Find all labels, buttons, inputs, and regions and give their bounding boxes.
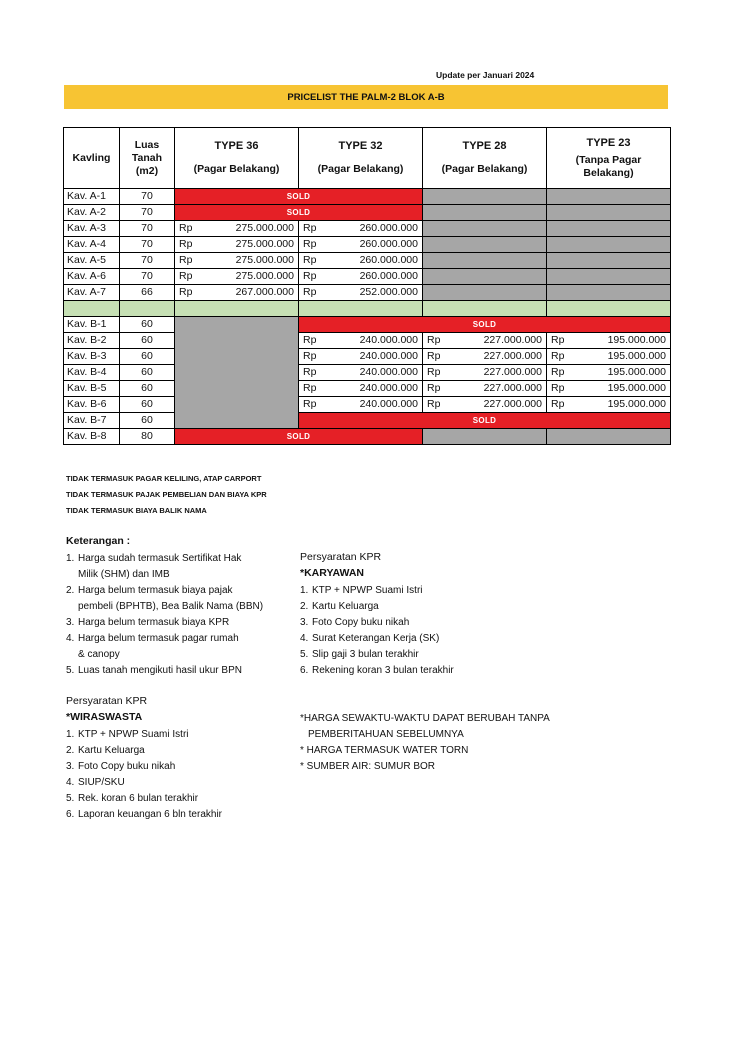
price-value: 260.000.000 — [359, 238, 418, 250]
price-value: 227.000.000 — [483, 334, 542, 346]
header-type23 — [547, 128, 671, 189]
price-value: 275.000.000 — [235, 254, 294, 266]
list-item — [66, 807, 222, 823]
header-type32-title: TYPE 32 — [338, 140, 383, 152]
price-value: 240.000.000 — [359, 334, 418, 346]
separator-cell — [547, 301, 671, 317]
price-value: 195.000.000 — [607, 398, 666, 410]
kavling-cell: Kav. B-2 — [64, 333, 120, 349]
price-value: 240.000.000 — [359, 366, 418, 378]
price-cell-type36 — [175, 269, 299, 285]
price-value: 195.000.000 — [607, 350, 666, 362]
sold-cell: SOLD — [175, 189, 423, 205]
price-value: 275.000.000 — [235, 270, 294, 282]
header-luas: Luas Tanah (m2) — [120, 128, 175, 189]
list-number: 6. — [66, 809, 75, 820]
header-type28-title: TYPE 28 — [462, 140, 507, 152]
list-item — [66, 583, 263, 599]
currency-label: Rp — [303, 254, 317, 266]
list-text: Laporan keuangan 6 bln terakhir — [78, 809, 222, 820]
list-number: 3. — [66, 761, 75, 772]
table-row — [64, 221, 671, 237]
kavling-cell: Kav. A-3 — [64, 221, 120, 237]
unavailable-cell — [423, 253, 547, 269]
remark-item: PEMBERITAHUAN SEBELUMNYA — [308, 729, 464, 740]
list-number: 3. — [66, 617, 75, 628]
luas-cell: 70 — [120, 269, 175, 285]
luas-cell: 60 — [120, 381, 175, 397]
price-cell-type23 — [547, 349, 671, 365]
list-text: Luas tanah mengikuti hasil ukur BPN — [78, 665, 242, 676]
list-item — [66, 647, 263, 663]
header-type23-sub: (Tanpa Pagar Belakang) — [575, 153, 642, 179]
unavailable-cell — [423, 269, 547, 285]
price-cell-type28 — [423, 397, 547, 413]
list-item — [300, 631, 454, 647]
luas-cell: 70 — [120, 205, 175, 221]
header-type28-sub: (Pagar Belakang) — [441, 163, 528, 175]
price-value: 260.000.000 — [359, 254, 418, 266]
list-text: Harga belum termasuk pagar rumah — [78, 633, 239, 644]
list-number: 2. — [66, 745, 75, 756]
list-number: 2. — [300, 601, 309, 612]
luas-cell: 66 — [120, 285, 175, 301]
list-number: 5. — [300, 649, 309, 660]
luas-cell: 70 — [120, 221, 175, 237]
list-text: Rek. koran 6 bulan terakhir — [78, 793, 199, 804]
separator-cell — [423, 301, 547, 317]
currency-label: Rp — [179, 286, 193, 298]
price-cell-type32 — [299, 381, 423, 397]
table-row — [64, 237, 671, 253]
kavling-cell: Kav. A-4 — [64, 237, 120, 253]
unavailable-cell — [423, 237, 547, 253]
unavailable-cell — [547, 221, 671, 237]
separator-cell — [120, 301, 175, 317]
list-number: 5. — [66, 665, 75, 676]
price-cell-type28 — [423, 365, 547, 381]
unavailable-cell — [547, 205, 671, 221]
price-value: 275.000.000 — [235, 222, 294, 234]
list-item — [300, 663, 454, 679]
list-item — [66, 727, 222, 743]
list-item — [300, 599, 454, 615]
list-number: 1. — [66, 553, 75, 564]
price-value: 227.000.000 — [483, 366, 542, 378]
currency-label: Rp — [551, 334, 565, 346]
price-value: 227.000.000 — [483, 350, 542, 362]
currency-label: Rp — [303, 350, 317, 362]
luas-cell: 70 — [120, 253, 175, 269]
unavailable-cell — [547, 253, 671, 269]
price-value: 275.000.000 — [235, 238, 294, 250]
list-text: Harga belum termasuk biaya pajak — [78, 585, 233, 596]
update-date: Update per Januari 2024 — [436, 70, 535, 80]
luas-cell: 60 — [120, 317, 175, 333]
kpr-wiraswasta-title: Persyaratan KPR — [66, 695, 148, 707]
kavling-cell: Kav. B-7 — [64, 413, 120, 429]
currency-label: Rp — [427, 398, 441, 410]
keterangan-list — [66, 551, 263, 679]
header-kavling: Kavling — [64, 128, 120, 189]
price-cell-type36 — [175, 285, 299, 301]
kavling-cell: Kav. B-8 — [64, 429, 120, 445]
list-number: 6. — [300, 665, 309, 676]
luas-cell: 80 — [120, 429, 175, 445]
list-item — [66, 663, 263, 679]
keterangan-title: Keterangan : — [66, 535, 131, 547]
price-cell-type36 — [175, 253, 299, 269]
price-cell-type32 — [299, 269, 423, 285]
unavailable-cell — [547, 189, 671, 205]
list-number: 1. — [300, 585, 309, 596]
kpr-karyawan-title: Persyaratan KPR — [300, 551, 382, 563]
list-text: KTP + NPWP Suami Istri — [78, 729, 189, 740]
table-row — [64, 269, 671, 285]
price-cell-type28 — [423, 333, 547, 349]
unavailable-cell — [547, 269, 671, 285]
header-type23-title: TYPE 23 — [586, 136, 631, 149]
price-cell-type28 — [423, 349, 547, 365]
kavling-cell: Kav. B-6 — [64, 397, 120, 413]
table-row — [64, 205, 671, 221]
price-cell-type32 — [299, 253, 423, 269]
list-item — [66, 631, 263, 647]
luas-cell: 60 — [120, 365, 175, 381]
table-row — [64, 413, 671, 429]
unavailable-cell — [423, 429, 547, 445]
sold-cell: SOLD — [299, 317, 671, 333]
price-cell-type23 — [547, 381, 671, 397]
list-text: pembeli (BPHTB), Bea Balik Nama (BBN) — [78, 601, 264, 612]
list-item — [66, 743, 222, 759]
price-value: 267.000.000 — [235, 286, 294, 298]
table-row — [64, 317, 671, 333]
price-cell-type32 — [299, 365, 423, 381]
price-cell-type36 — [175, 237, 299, 253]
luas-cell: 60 — [120, 397, 175, 413]
sold-cell: SOLD — [175, 205, 423, 221]
list-text: Harga sudah termasuk Sertifikat Hak — [78, 553, 242, 564]
list-text: Foto Copy buku nikah — [78, 761, 176, 772]
remark-item: * SUMBER AIR: SUMUR BOR — [300, 761, 436, 772]
price-value: 240.000.000 — [359, 398, 418, 410]
currency-label: Rp — [303, 366, 317, 378]
note-excludes-fence: TIDAK TERMASUK PAGAR KELILING, ATAP CARPORT — [66, 474, 262, 483]
table-row — [64, 381, 671, 397]
unavailable-cell — [547, 429, 671, 445]
currency-label: Rp — [427, 366, 441, 378]
table-row — [64, 333, 671, 349]
header-type36-title: TYPE 36 — [214, 140, 259, 152]
luas-cell: 70 — [120, 237, 175, 253]
list-item — [66, 775, 222, 791]
sold-cell: SOLD — [299, 413, 671, 429]
currency-label: Rp — [179, 222, 193, 234]
price-value: 260.000.000 — [359, 222, 418, 234]
price-cell-type23 — [547, 333, 671, 349]
remarks-list — [300, 711, 550, 775]
currency-label: Rp — [303, 222, 317, 234]
kavling-cell: Kav. A-6 — [64, 269, 120, 285]
price-cell-type32 — [299, 349, 423, 365]
list-item — [66, 567, 263, 583]
unavailable-cell — [423, 285, 547, 301]
luas-cell: 60 — [120, 333, 175, 349]
list-item — [66, 615, 263, 631]
table-row — [64, 189, 671, 205]
header-type36-sub: (Pagar Belakang) — [193, 163, 280, 175]
currency-label: Rp — [303, 270, 317, 282]
list-item — [300, 647, 454, 663]
list-text: Kartu Keluarga — [78, 745, 145, 756]
kavling-cell: Kav. B-5 — [64, 381, 120, 397]
currency-label: Rp — [427, 350, 441, 362]
block-separator-row — [64, 301, 671, 317]
kpr-karyawan-list — [300, 583, 454, 679]
price-table — [63, 127, 671, 445]
list-number: 4. — [300, 633, 309, 644]
currency-label: Rp — [551, 398, 565, 410]
price-cell-type32 — [299, 221, 423, 237]
list-text: KTP + NPWP Suami Istri — [312, 585, 423, 596]
list-item — [66, 759, 222, 775]
header-type36 — [175, 128, 299, 189]
kavling-cell: Kav. A-2 — [64, 205, 120, 221]
price-cell-type32 — [299, 397, 423, 413]
list-item — [300, 615, 454, 631]
luas-cell: 60 — [120, 413, 175, 429]
header-type28 — [423, 128, 547, 189]
table-row — [64, 397, 671, 413]
luas-cell: 60 — [120, 349, 175, 365]
currency-label: Rp — [303, 286, 317, 298]
currency-label: Rp — [179, 238, 193, 250]
unavailable-cell — [547, 285, 671, 301]
list-item — [66, 791, 222, 807]
unavailable-cell — [423, 221, 547, 237]
currency-label: Rp — [179, 254, 193, 266]
kpr-wiraswasta-subtitle: *WIRASWASTA — [66, 711, 143, 723]
price-value: 240.000.000 — [359, 382, 418, 394]
price-value: 260.000.000 — [359, 270, 418, 282]
unavailable-cell — [423, 205, 547, 221]
note-excludes-tax: TIDAK TERMASUK PAJAK PEMBELIAN DAN BIAYA KPR — [66, 490, 267, 499]
unavailable-cell — [423, 189, 547, 205]
unavailable-cell — [547, 237, 671, 253]
remark-item: * HARGA TERMASUK WATER TORN — [300, 745, 469, 756]
list-text: Rekening koran 3 bulan terakhir — [312, 665, 454, 676]
header-type32 — [299, 128, 423, 189]
price-cell-type32 — [299, 237, 423, 253]
currency-label: Rp — [551, 350, 565, 362]
kavling-cell: Kav. A-7 — [64, 285, 120, 301]
list-number: 4. — [66, 777, 75, 788]
note-excludes-bbn: TIDAK TERMASUK BIAYA BALIK NAMA — [66, 506, 207, 515]
price-cell-type23 — [547, 397, 671, 413]
currency-label: Rp — [179, 270, 193, 282]
pricelist-title-text: PRICELIST THE PALM-2 BLOK A-B — [287, 91, 445, 103]
currency-label: Rp — [551, 382, 565, 394]
price-value: 252.000.000 — [359, 286, 418, 298]
list-number: 5. — [66, 793, 75, 804]
currency-label: Rp — [427, 382, 441, 394]
list-item — [66, 599, 263, 615]
kavling-cell: Kav. A-5 — [64, 253, 120, 269]
list-item — [300, 583, 454, 599]
luas-cell: 70 — [120, 189, 175, 205]
kpr-wiraswasta-list — [66, 727, 222, 823]
kavling-cell: Kav. B-4 — [64, 365, 120, 381]
price-cell-type23 — [547, 365, 671, 381]
kavling-cell: Kav. B-3 — [64, 349, 120, 365]
price-value: 195.000.000 — [607, 334, 666, 346]
price-cell-type36 — [175, 221, 299, 237]
table-row — [64, 365, 671, 381]
list-number: 2. — [66, 585, 75, 596]
price-cell-type32 — [299, 333, 423, 349]
sold-cell: SOLD — [175, 429, 423, 445]
list-text: Harga belum termasuk biaya KPR — [78, 617, 230, 628]
list-text: Slip gaji 3 bulan terakhir — [312, 649, 419, 660]
list-text: SIUP/SKU — [78, 777, 125, 788]
currency-label: Rp — [427, 334, 441, 346]
currency-label: Rp — [303, 398, 317, 410]
kavling-cell: Kav. A-1 — [64, 189, 120, 205]
list-text: Milik (SHM) dan IMB — [78, 569, 170, 580]
price-value: 195.000.000 — [607, 366, 666, 378]
list-number: 1. — [66, 729, 75, 740]
separator-cell — [64, 301, 120, 317]
separator-cell — [299, 301, 423, 317]
price-value: 227.000.000 — [483, 398, 542, 410]
price-value: 227.000.000 — [483, 382, 542, 394]
kpr-karyawan-subtitle: *KARYAWAN — [300, 567, 364, 579]
price-cell-type28 — [423, 381, 547, 397]
kavling-cell: Kav. B-1 — [64, 317, 120, 333]
list-text: & canopy — [78, 649, 120, 660]
header-type32-sub: (Pagar Belakang) — [317, 163, 404, 175]
currency-label: Rp — [551, 366, 565, 378]
table-row — [64, 429, 671, 445]
list-number: 4. — [66, 633, 75, 644]
pricelist-title — [64, 85, 668, 109]
list-text: Kartu Keluarga — [312, 601, 379, 612]
list-item — [66, 551, 263, 567]
currency-label: Rp — [303, 382, 317, 394]
table-row — [64, 285, 671, 301]
table-row — [64, 349, 671, 365]
currency-label: Rp — [303, 334, 317, 346]
separator-cell — [175, 301, 299, 317]
table-header-row — [64, 128, 671, 189]
currency-label: Rp — [303, 238, 317, 250]
unavailable-cell — [175, 317, 299, 429]
price-value: 195.000.000 — [607, 382, 666, 394]
table-row — [64, 253, 671, 269]
list-text: Foto Copy buku nikah — [312, 617, 410, 628]
remark-item: *HARGA SEWAKTU-WAKTU DAPAT BERUBAH TANPA — [300, 713, 550, 724]
list-text: Surat Keterangan Kerja (SK) — [312, 633, 440, 644]
list-number: 3. — [300, 617, 309, 628]
price-value: 240.000.000 — [359, 350, 418, 362]
price-cell-type32 — [299, 285, 423, 301]
